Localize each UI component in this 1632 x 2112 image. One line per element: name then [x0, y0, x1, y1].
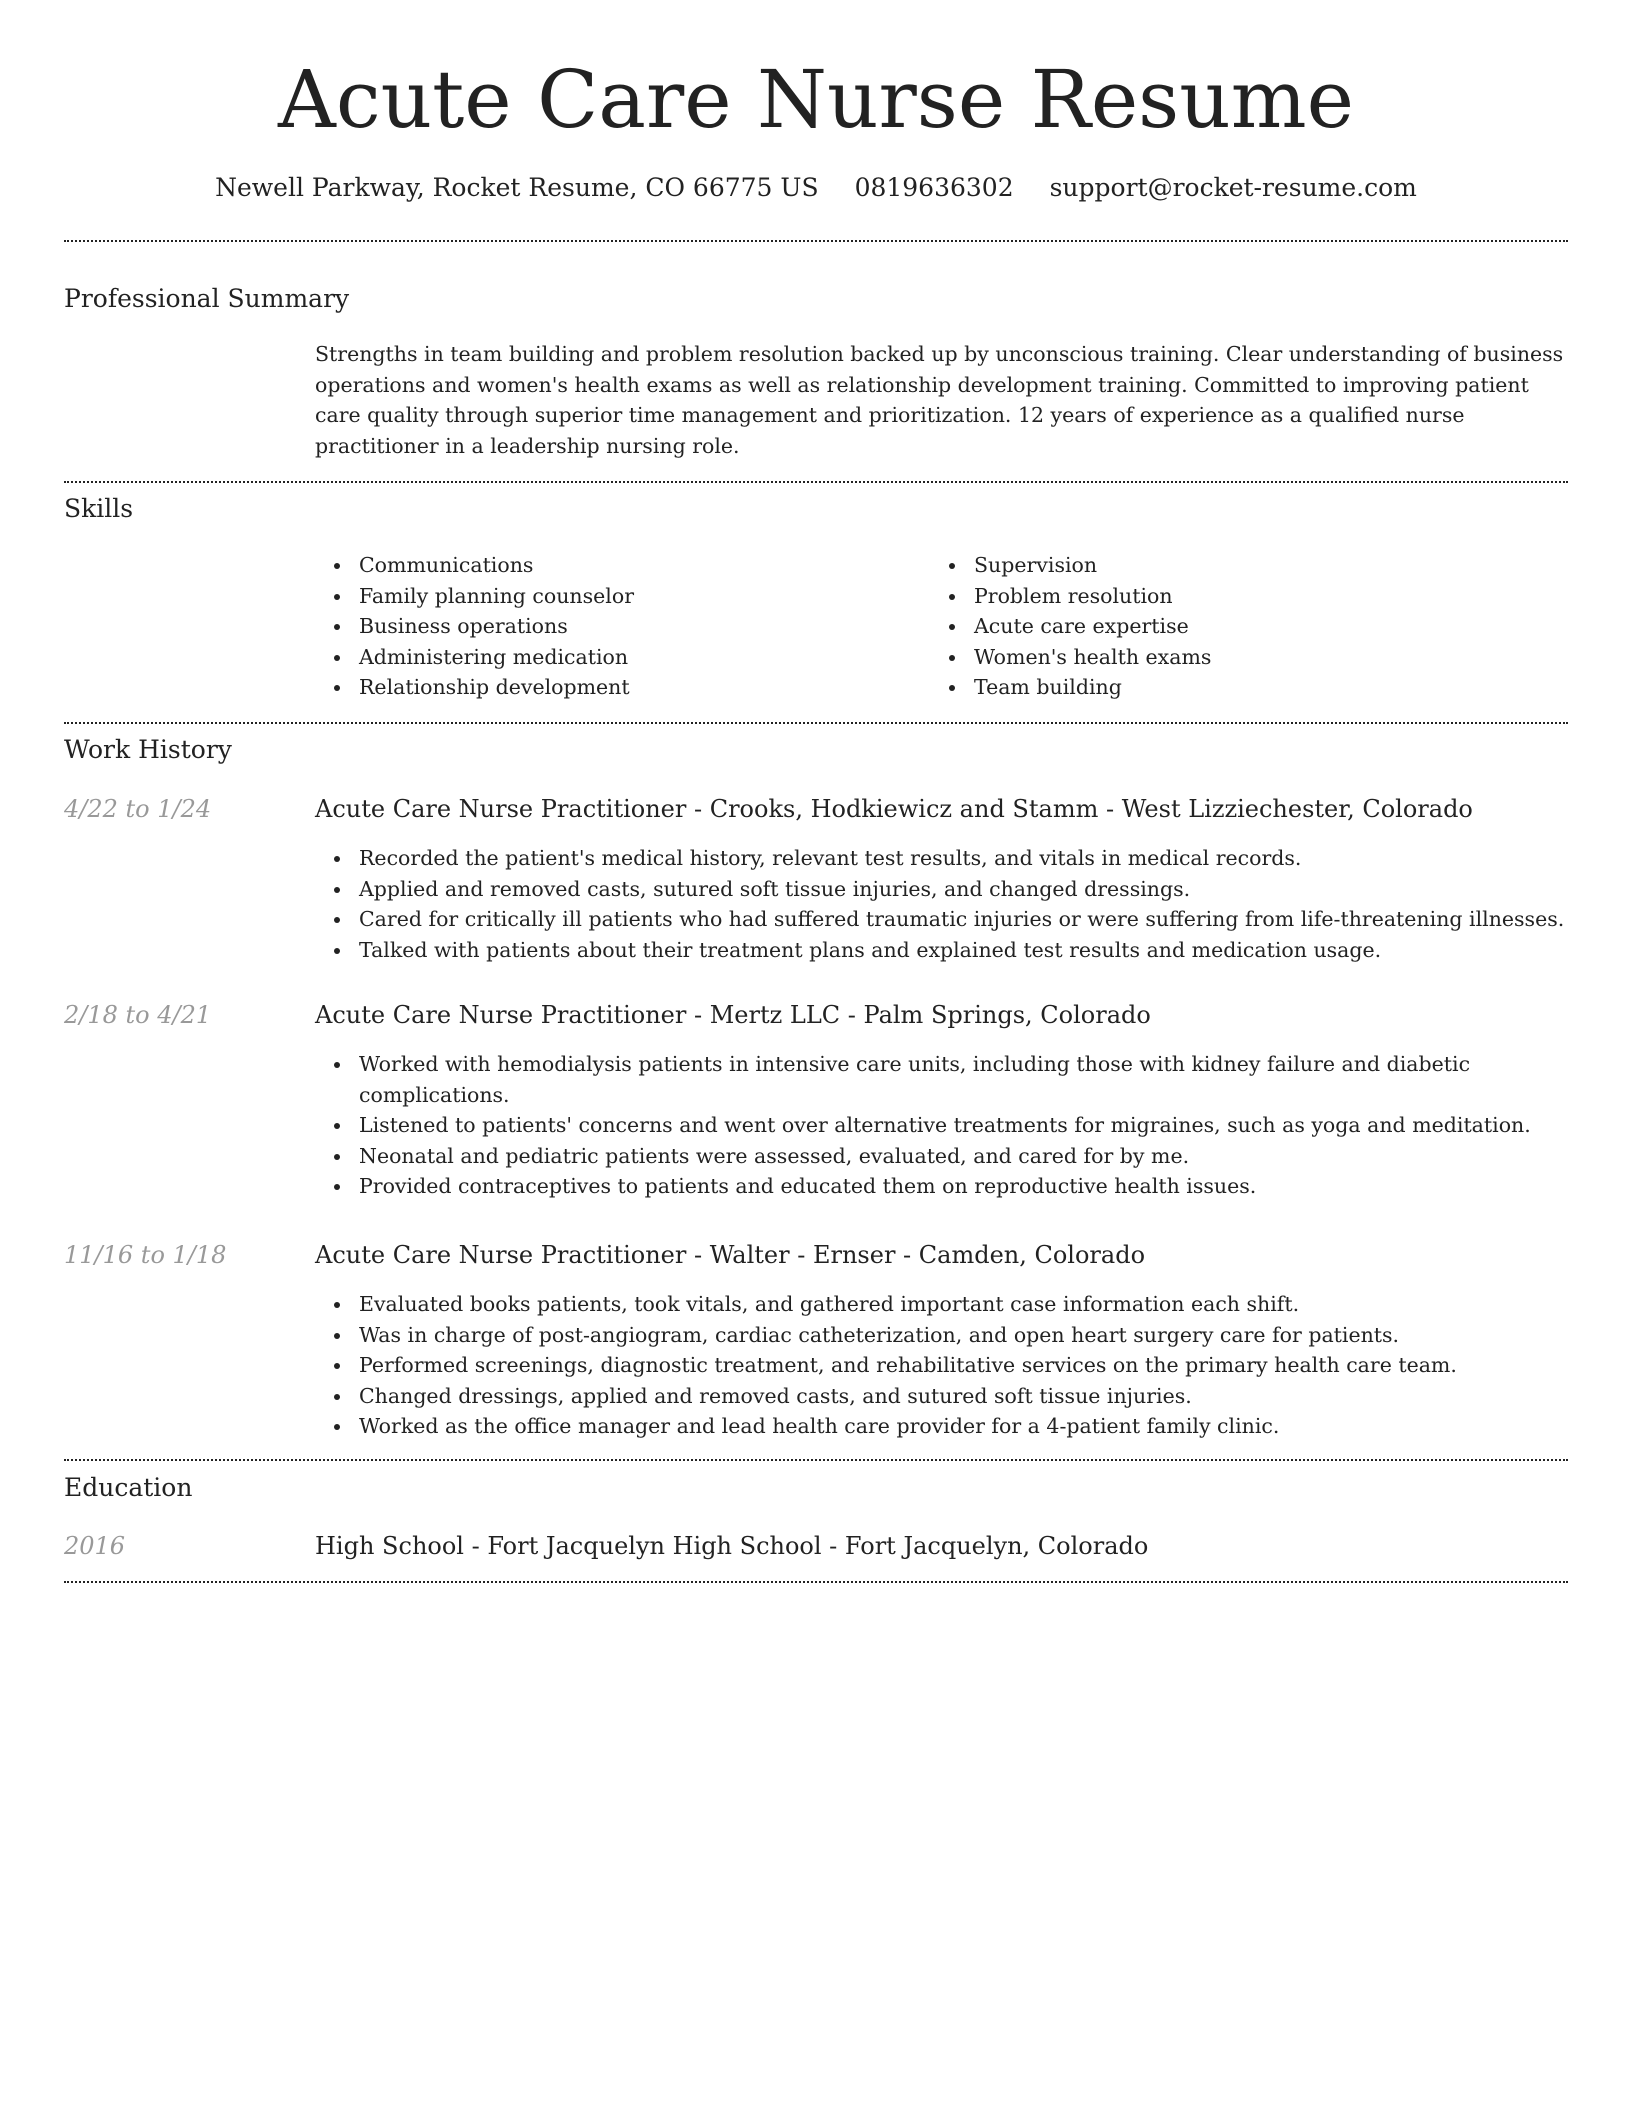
job-title: Acute Care Nurse Practitioner - Mertz LLC - Palm Springs, Colorado — [315, 1001, 1151, 1029]
skill-item: Business operations — [315, 611, 915, 642]
job-bullet: Changed dressings, applied and removed casts, and sutured soft tissue injuries. — [315, 1381, 1568, 1412]
contact-phone: 0819636302 — [854, 173, 1014, 202]
job-bullet: Worked with hemodialysis patients in intensive care units, including those with kidney failure and diabetic complications. — [315, 1049, 1568, 1110]
section-divider — [64, 481, 1568, 483]
contact-line — [64, 170, 1568, 206]
job-dates: 2/18 to 4/21 — [64, 1001, 212, 1029]
skill-item: Problem resolution — [930, 581, 1530, 612]
job-bullet: Worked as the office manager and lead health care provider for a 4-patient family clinic. — [315, 1411, 1568, 1442]
skill-item: Family planning counselor — [315, 581, 915, 612]
education-title: High School - Fort Jacquelyn High School - Fort Jacquelyn, Colorado — [315, 1532, 1149, 1560]
job-dates: 11/16 to 1/18 — [64, 1241, 227, 1269]
job-title: Acute Care Nurse Practitioner - Walter - Ernser - Camden, Colorado — [315, 1241, 1146, 1269]
resume-title: Acute Care Nurse Resume — [278, 53, 1354, 146]
section-divider — [64, 1459, 1568, 1461]
summary-heading: Professional Summary — [64, 284, 350, 313]
job-bullet: Was in charge of post-angiogram, cardiac catheterization, and open heart surgery care for patients. — [315, 1320, 1568, 1351]
section-divider — [64, 722, 1568, 724]
contact-address: Newell Parkway, Rocket Resume, CO 66775 US — [215, 173, 819, 202]
education-heading: Education — [64, 1473, 193, 1502]
job-bullet: Talked with patients about their treatment plans and explained test results and medication usage. — [315, 935, 1568, 966]
job-bullet: Provided contraceptives to patients and educated them on reproductive health issues. — [315, 1171, 1568, 1202]
skill-item: Supervision — [930, 550, 1530, 581]
job-bullet: Cared for critically ill patients who had suffered traumatic injuries or were suffering from life-threatening illnesses. — [315, 904, 1568, 935]
job-bullet: Applied and removed casts, sutured soft tissue injuries, and changed dressings. — [315, 874, 1568, 905]
skill-item: Relationship development — [315, 672, 915, 703]
skills-list-right — [930, 550, 1530, 703]
summary-text: Strengths in team building and problem resolution backed up by unconscious training. Clear understanding of business operations and women's health exams as well as relationship development training. Committed to improving patient care quality through superior time management and prioritization. 12 years of experience as a qualified nurse practitioner in a leadership nursing role. — [315, 342, 1564, 458]
job-title: Acute Care Nurse Practitioner - Crooks, Hodkiewicz and Stamm - West Lizziechester, Colorado — [315, 795, 1473, 823]
job-bullet: Listened to patients' concerns and went over alternative treatments for migraines, such as yoga and meditation. — [315, 1110, 1568, 1141]
job-bullets — [315, 1049, 1568, 1202]
job-bullet: Performed screenings, diagnostic treatment, and rehabilitative services on the primary health care team. — [315, 1350, 1568, 1381]
contact-email: support@rocket-resume.com — [1049, 173, 1417, 202]
skills-list-left — [315, 550, 915, 703]
skill-item: Communications — [315, 550, 915, 581]
job-dates: 4/22 to 1/24 — [64, 795, 212, 823]
skill-item: Administering medication — [315, 642, 915, 673]
job-bullet: Evaluated books patients, took vitals, and gathered important case information each shift. — [315, 1289, 1568, 1320]
work-heading: Work History — [64, 735, 232, 764]
job-bullets — [315, 1289, 1568, 1442]
skill-item: Team building — [930, 672, 1530, 703]
job-bullet: Recorded the patient's medical history, relevant test results, and vitals in medical records. — [315, 843, 1568, 874]
skill-item: Women's health exams — [930, 642, 1530, 673]
section-divider — [64, 1581, 1568, 1583]
skill-item: Acute care expertise — [930, 611, 1530, 642]
job-bullets — [315, 843, 1568, 965]
section-divider — [64, 240, 1568, 242]
education-year: 2016 — [64, 1532, 126, 1560]
skills-heading: Skills — [64, 494, 134, 523]
job-bullet: Neonatal and pediatric patients were assessed, evaluated, and cared for by me. — [315, 1141, 1568, 1172]
